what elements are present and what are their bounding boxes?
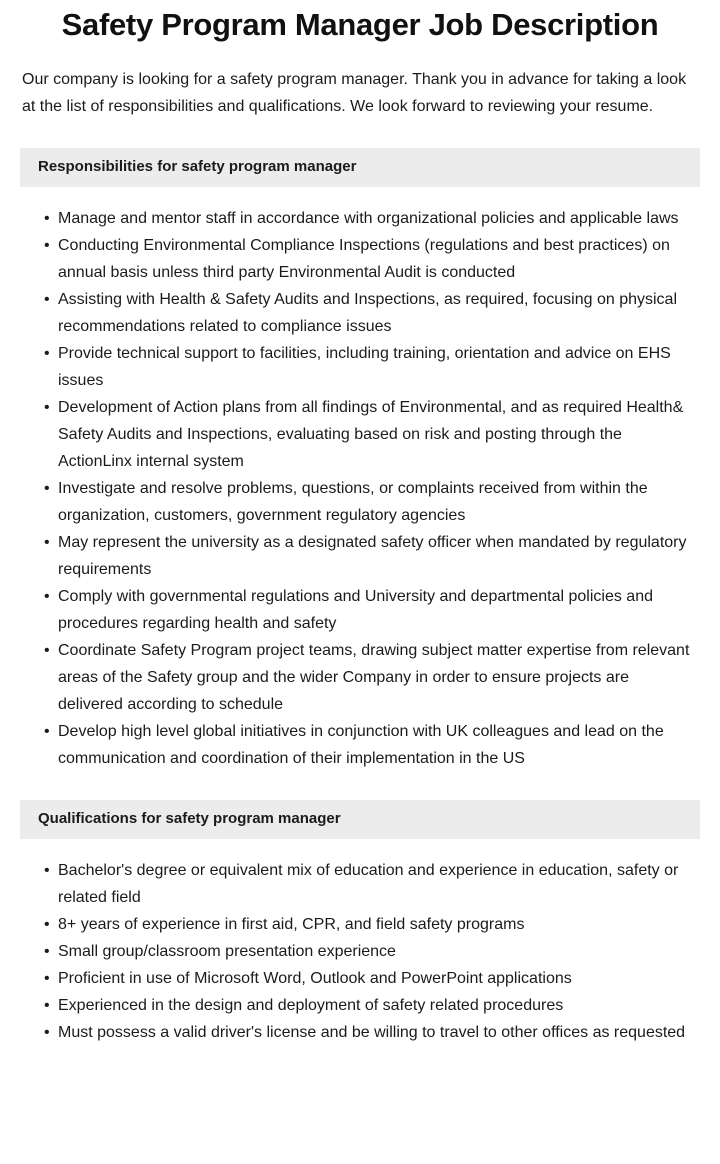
list-item — [20, 911, 700, 938]
list-item-text: Investigate and resolve problems, questions, or complaints received from within the organization, customers, government regulatory agencies — [58, 480, 648, 524]
bullet-icon: • — [44, 345, 50, 362]
list-item-text: Proficient in use of Microsoft Word, Outlook and PowerPoint applications — [58, 970, 572, 987]
list-item-text: Provide technical support to facilities, including training, orientation and advice on EHS issues — [58, 345, 671, 389]
list-item — [20, 583, 700, 637]
bullet-icon: • — [44, 1024, 50, 1041]
list-item-text: 8+ years of experience in first aid, CPR, and field safety programs — [58, 916, 525, 933]
list-item-text: Assisting with Health & Safety Audits and Inspections, as required, focusing on physical recommendations related to compliance issues — [58, 291, 678, 335]
list-item — [20, 286, 700, 340]
bullet-icon: • — [44, 970, 50, 987]
list-item-text: Experienced in the design and deployment of safety related procedures — [58, 997, 564, 1014]
section-heading-qualifications: Qualifications for safety program manager — [20, 800, 700, 839]
bullet-icon: • — [44, 291, 50, 308]
list-item-text: Small group/classroom presentation experience — [58, 943, 396, 960]
list-item-text: May represent the university as a designated safety officer when mandated by regulatory requirements — [58, 534, 687, 578]
list-item — [20, 992, 700, 1019]
bullet-icon: • — [44, 210, 50, 227]
intro-paragraph: Our company is looking for a safety program manager. Thank you in advance for taking a look at the list of responsibilities and qualifications. We look forward to reviewing your resume. — [22, 71, 687, 115]
list-item — [20, 938, 700, 965]
list-item — [20, 232, 700, 286]
list-item — [20, 965, 700, 992]
list-item-text: Manage and mentor staff in accordance with organizational policies and applicable laws — [58, 210, 679, 227]
list-item-text: Must possess a valid driver's license and be willing to travel to other offices as requested — [58, 1024, 686, 1041]
responsibilities-list — [20, 187, 700, 772]
list-item-text: Comply with governmental regulations and University and departmental policies and procedures regarding health and safety — [58, 588, 653, 632]
bullet-icon: • — [44, 588, 50, 605]
bullet-icon: • — [44, 534, 50, 551]
list-item-text: Conducting Environmental Compliance Inspections (regulations and best practices) on annual basis unless third party Environmental Audit is conducted — [58, 237, 670, 281]
list-item — [20, 475, 700, 529]
bullet-icon: • — [44, 862, 50, 879]
list-item — [20, 340, 700, 394]
list-item — [20, 1019, 700, 1046]
section-heading-band-qualifications — [20, 772, 700, 839]
list-item — [20, 857, 700, 911]
list-item — [20, 637, 700, 718]
bullet-icon: • — [44, 480, 50, 497]
bullet-icon: • — [44, 399, 50, 416]
section-qualifications — [20, 772, 700, 1046]
list-item — [20, 205, 700, 232]
list-item — [20, 718, 700, 772]
list-item-text: Bachelor's degree or equivalent mix of education and experience in education, safety or related field — [58, 862, 679, 906]
list-item — [20, 394, 700, 475]
list-item-text: Development of Action plans from all findings of Environmental, and as required Health& Safety Audits and Inspections, evaluating based on risk and posting through the ActionLinx internal system — [58, 399, 684, 470]
bullet-icon: • — [44, 997, 50, 1014]
bullet-icon: • — [44, 916, 50, 933]
section-heading-responsibilities: Responsibilities for safety program manager — [20, 148, 700, 187]
section-responsibilities — [20, 120, 700, 772]
list-item — [20, 529, 700, 583]
list-item-text: Develop high level global initiatives in conjunction with UK colleagues and lead on the communication and coordination of their implementation in the US — [58, 723, 664, 767]
bullet-icon: • — [44, 943, 50, 960]
bullet-icon: • — [44, 237, 50, 254]
qualifications-list — [20, 839, 700, 1046]
bullet-icon: • — [44, 723, 50, 740]
section-heading-band-responsibilities — [20, 120, 700, 187]
page-title: Safety Program Manager Job Description — [61, 7, 659, 42]
list-item-text: Coordinate Safety Program project teams, drawing subject matter expertise from relevant areas of the Safety group and the wider Company in order to ensure projects are delivered according to schedule — [58, 642, 690, 713]
bullet-icon: • — [44, 642, 50, 659]
